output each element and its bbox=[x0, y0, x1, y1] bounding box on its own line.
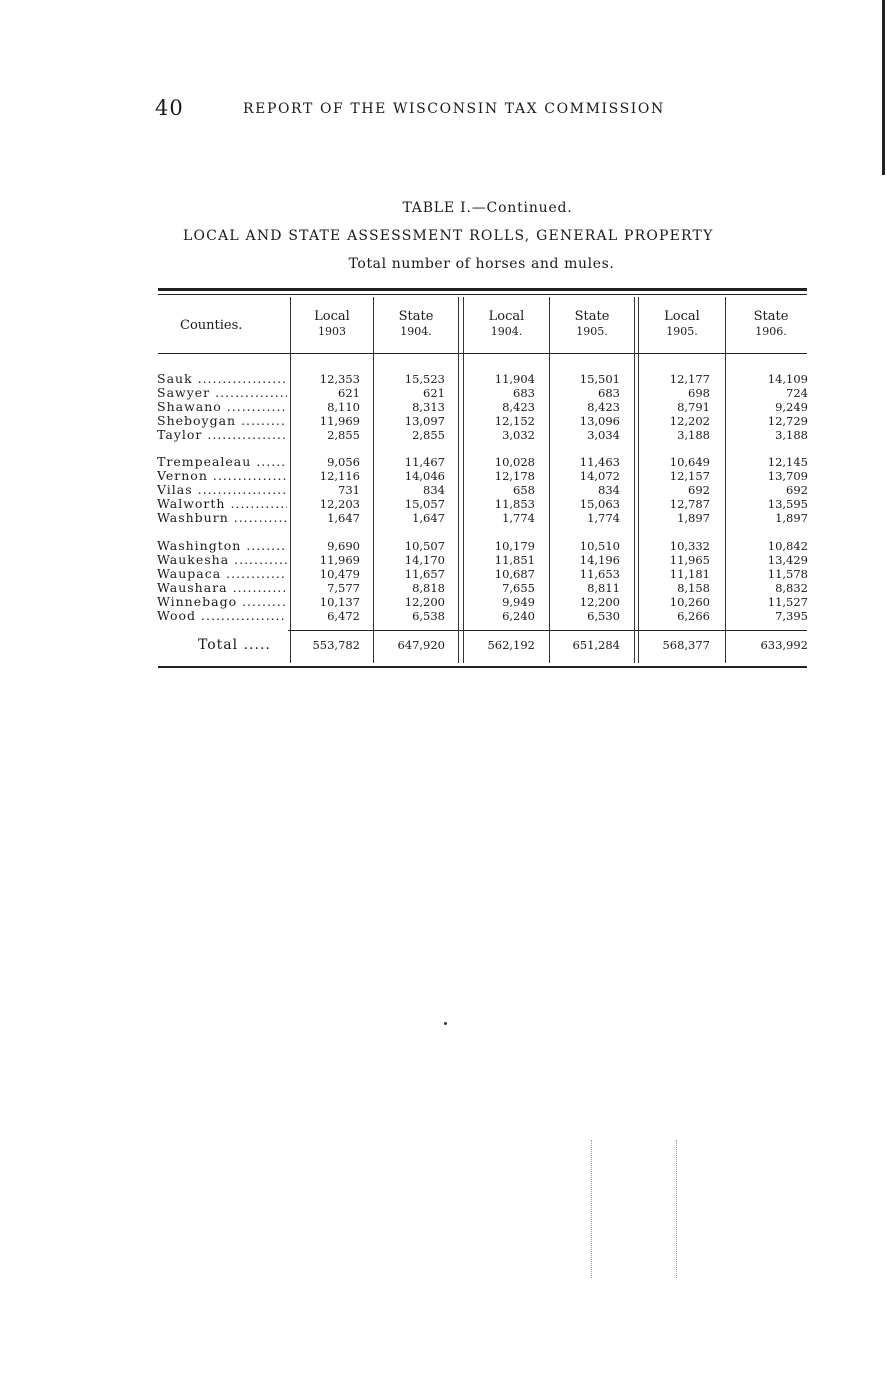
cell-value: 10,028 bbox=[494, 455, 535, 469]
county-name: Washburn ..... bbox=[157, 511, 287, 525]
cell-value: 621 bbox=[338, 386, 360, 400]
cell-value: 14,170 bbox=[404, 553, 445, 567]
cell-value: 10,507 bbox=[404, 539, 445, 553]
county-name: Walworth ..... bbox=[157, 497, 287, 511]
column-header bbox=[730, 309, 812, 339]
cell-value: 11,969 bbox=[319, 553, 360, 567]
cell-value: 15,523 bbox=[404, 372, 445, 386]
table-row bbox=[0, 428, 887, 442]
column-header bbox=[292, 309, 372, 339]
cell-value: 683 bbox=[513, 386, 535, 400]
cell-value: 1,897 bbox=[775, 511, 808, 525]
column-header bbox=[640, 309, 724, 339]
cell-value: 12,178 bbox=[494, 469, 535, 483]
cell-value: 11,969 bbox=[319, 414, 360, 428]
cell-value: 10,260 bbox=[669, 595, 710, 609]
column-header-year: 1905. bbox=[666, 325, 698, 338]
table-row bbox=[0, 511, 887, 525]
cell-value: 13,429 bbox=[767, 553, 808, 567]
cell-value: 834 bbox=[423, 483, 445, 497]
table-caption: Total number of horses and mules. bbox=[348, 256, 615, 272]
cell-value: 621 bbox=[423, 386, 445, 400]
cell-value: 11,965 bbox=[669, 553, 710, 567]
county-name: Washington ..... bbox=[157, 539, 287, 553]
county-name: Trempealeau ..... bbox=[157, 455, 287, 469]
cell-value: 8,423 bbox=[587, 400, 620, 414]
column-header-kind: State bbox=[574, 309, 610, 324]
cell-value: 8,313 bbox=[412, 400, 445, 414]
table-title: TABLE I.—Continued. bbox=[402, 200, 573, 216]
county-name: Vernon ..... bbox=[157, 469, 287, 483]
cell-value: 698 bbox=[688, 386, 710, 400]
county-name: Vilas ..... bbox=[157, 483, 287, 497]
page-edge-shadow bbox=[882, 0, 885, 175]
county-name: Taylor ..... bbox=[157, 428, 287, 442]
cell-value: 12,787 bbox=[669, 497, 710, 511]
cell-value: 6,530 bbox=[587, 609, 620, 623]
cell-value: 13,096 bbox=[579, 414, 620, 428]
scan-dotted-line bbox=[676, 1140, 677, 1278]
total-label: Total ..... bbox=[198, 637, 271, 653]
cell-value: 834 bbox=[598, 483, 620, 497]
cell-value: 731 bbox=[338, 483, 360, 497]
county-name: Waushara ..... bbox=[157, 581, 287, 595]
cell-value: 10,842 bbox=[767, 539, 808, 553]
total-value: 647,920 bbox=[397, 638, 445, 652]
header-counties: Counties. bbox=[180, 318, 243, 333]
cell-value: 14,109 bbox=[767, 372, 808, 386]
table-row bbox=[0, 483, 887, 497]
cell-value: 10,510 bbox=[579, 539, 620, 553]
total-value: 553,782 bbox=[312, 638, 360, 652]
table-row bbox=[0, 497, 887, 511]
cell-value: 10,479 bbox=[319, 567, 360, 581]
county-name: Sawyer ..... bbox=[157, 386, 287, 400]
cell-value: 15,501 bbox=[579, 372, 620, 386]
cell-value: 1,774 bbox=[587, 511, 620, 525]
cell-value: 13,709 bbox=[767, 469, 808, 483]
county-name: Waukesha ..... bbox=[157, 553, 287, 567]
cell-value: 12,200 bbox=[404, 595, 445, 609]
table-top-rule-thin bbox=[158, 294, 807, 295]
cell-value: 10,332 bbox=[669, 539, 710, 553]
cell-value: 10,179 bbox=[494, 539, 535, 553]
cell-value: 658 bbox=[513, 483, 535, 497]
column-header-kind: Local bbox=[314, 309, 350, 324]
cell-value: 12,729 bbox=[767, 414, 808, 428]
header-bottom-rule bbox=[158, 353, 807, 354]
cell-value: 9,056 bbox=[327, 455, 360, 469]
table-subtitle: LOCAL AND STATE ASSESSMENT ROLLS, GENERAL PROPERTY bbox=[183, 228, 714, 244]
cell-value: 11,853 bbox=[494, 497, 535, 511]
total-value: 568,377 bbox=[662, 638, 710, 652]
cell-value: 11,527 bbox=[767, 595, 808, 609]
cell-value: 13,097 bbox=[404, 414, 445, 428]
table-row bbox=[0, 414, 887, 428]
cell-value: 14,072 bbox=[579, 469, 620, 483]
column-header-kind: State bbox=[753, 309, 789, 324]
cell-value: 9,949 bbox=[502, 595, 535, 609]
cell-value: 1,897 bbox=[677, 511, 710, 525]
cell-value: 12,152 bbox=[494, 414, 535, 428]
page-number: 40 bbox=[155, 96, 184, 120]
cell-value: 1,774 bbox=[502, 511, 535, 525]
cell-value: 11,904 bbox=[494, 372, 535, 386]
cell-value: 14,046 bbox=[404, 469, 445, 483]
cell-value: 11,657 bbox=[404, 567, 445, 581]
cell-value: 6,240 bbox=[502, 609, 535, 623]
table-row bbox=[0, 595, 887, 609]
column-header-year: 1903 bbox=[318, 325, 346, 338]
cell-value: 11,851 bbox=[494, 553, 535, 567]
table-top-rule-thick bbox=[158, 288, 807, 291]
county-name: Shawano ..... bbox=[157, 400, 287, 414]
table-row bbox=[0, 372, 887, 386]
column-header bbox=[551, 309, 633, 339]
cell-value: 12,177 bbox=[669, 372, 710, 386]
cell-value: 7,655 bbox=[502, 581, 535, 595]
cell-value: 6,472 bbox=[327, 609, 360, 623]
table-row bbox=[0, 469, 887, 483]
cell-value: 683 bbox=[598, 386, 620, 400]
cell-value: 11,578 bbox=[767, 567, 808, 581]
cell-value: 15,057 bbox=[404, 497, 445, 511]
column-header-year: 1905. bbox=[576, 325, 608, 338]
cell-value: 12,157 bbox=[669, 469, 710, 483]
cell-value: 2,855 bbox=[327, 428, 360, 442]
cell-value: 11,181 bbox=[669, 567, 710, 581]
table-row bbox=[0, 455, 887, 469]
column-header bbox=[465, 309, 548, 339]
cell-value: 10,649 bbox=[669, 455, 710, 469]
column-header-year: 1904. bbox=[400, 325, 432, 338]
cell-value: 6,538 bbox=[412, 609, 445, 623]
county-name: Waupaca ..... bbox=[157, 567, 287, 581]
cell-value: 6,266 bbox=[677, 609, 710, 623]
cell-value: 1,647 bbox=[327, 511, 360, 525]
total-top-rule bbox=[288, 630, 807, 631]
column-header bbox=[375, 309, 457, 339]
cell-value: 3,032 bbox=[502, 428, 535, 442]
table-row bbox=[0, 539, 887, 553]
table-row bbox=[0, 553, 887, 567]
cell-value: 12,116 bbox=[319, 469, 360, 483]
cell-value: 1,647 bbox=[412, 511, 445, 525]
column-header-year: 1904. bbox=[490, 325, 523, 338]
column-header-kind: Local bbox=[664, 309, 700, 324]
table-row bbox=[0, 609, 887, 623]
column-header-kind: State bbox=[398, 309, 434, 324]
cell-value: 9,690 bbox=[327, 539, 360, 553]
column-header-kind: Local bbox=[488, 309, 525, 324]
column-header-year: 1906. bbox=[755, 325, 787, 338]
county-name: Sauk ..... bbox=[157, 372, 287, 386]
cell-value: 13,595 bbox=[767, 497, 808, 511]
cell-value: 12,353 bbox=[319, 372, 360, 386]
cell-value: 12,203 bbox=[319, 497, 360, 511]
total-value: 651,284 bbox=[572, 638, 620, 652]
cell-value: 8,791 bbox=[677, 400, 710, 414]
cell-value: 9,249 bbox=[775, 400, 808, 414]
cell-value: 11,463 bbox=[579, 455, 620, 469]
cell-value: 8,423 bbox=[502, 400, 535, 414]
cell-value: 724 bbox=[786, 386, 808, 400]
cell-value: 8,818 bbox=[412, 581, 445, 595]
cell-value: 7,577 bbox=[327, 581, 360, 595]
cell-value: 3,188 bbox=[677, 428, 710, 442]
cell-value: 2,855 bbox=[412, 428, 445, 442]
table-row bbox=[0, 386, 887, 400]
cell-value: 692 bbox=[688, 483, 710, 497]
cell-value: 3,034 bbox=[587, 428, 620, 442]
cell-value: 10,687 bbox=[494, 567, 535, 581]
scan-dotted-line bbox=[591, 1140, 592, 1278]
county-name: Sheboygan ..... bbox=[157, 414, 287, 428]
cell-value: 12,200 bbox=[579, 595, 620, 609]
total-value: 562,192 bbox=[487, 638, 535, 652]
cell-value: 8,832 bbox=[775, 581, 808, 595]
cell-value: 11,653 bbox=[579, 567, 620, 581]
table-row bbox=[0, 567, 887, 581]
cell-value: 8,158 bbox=[677, 581, 710, 595]
cell-value: 10,137 bbox=[319, 595, 360, 609]
table-bottom-rule bbox=[158, 666, 807, 668]
scan-speck bbox=[444, 1022, 447, 1025]
running-head: REPORT OF THE WISCONSIN TAX COMMISSION bbox=[243, 101, 665, 117]
cell-value: 7,395 bbox=[775, 609, 808, 623]
cell-value: 11,467 bbox=[404, 455, 445, 469]
county-name: Winnebago ..... bbox=[157, 595, 287, 609]
table-row bbox=[0, 581, 887, 595]
total-value: 633,992 bbox=[760, 638, 808, 652]
cell-value: 15,063 bbox=[579, 497, 620, 511]
cell-value: 692 bbox=[786, 483, 808, 497]
cell-value: 12,202 bbox=[669, 414, 710, 428]
cell-value: 3,188 bbox=[775, 428, 808, 442]
county-name: Wood ..... bbox=[157, 609, 287, 623]
cell-value: 8,811 bbox=[587, 581, 620, 595]
cell-value: 12,145 bbox=[767, 455, 808, 469]
cell-value: 14,196 bbox=[579, 553, 620, 567]
table-row bbox=[0, 400, 887, 414]
cell-value: 8,110 bbox=[327, 400, 360, 414]
